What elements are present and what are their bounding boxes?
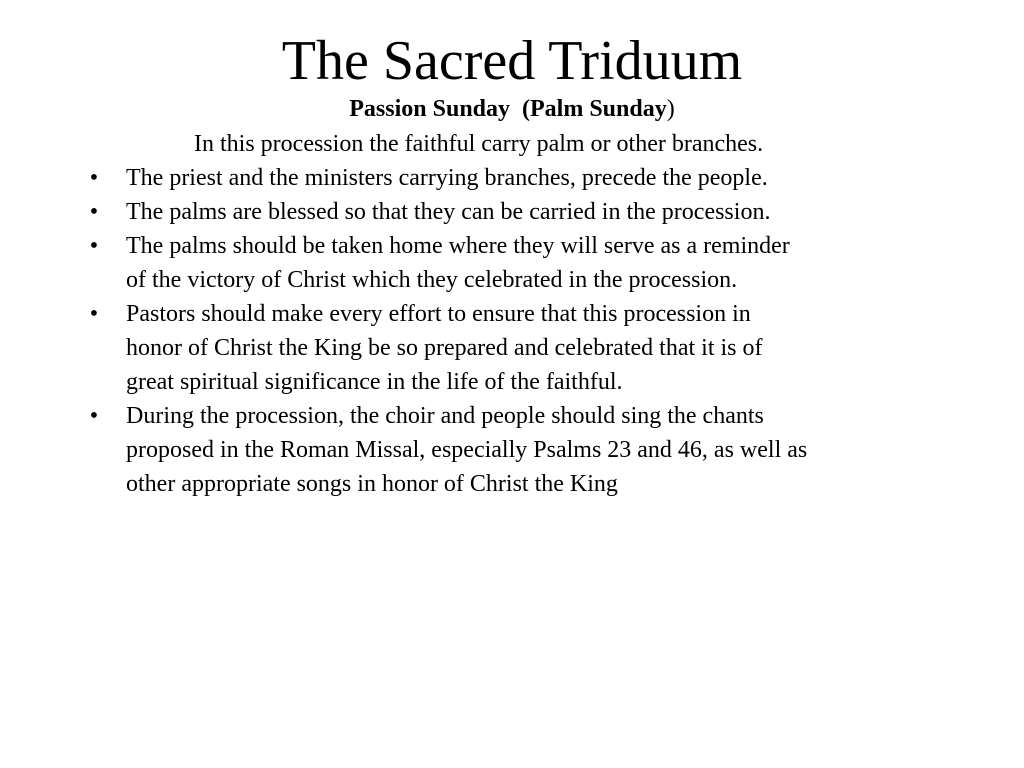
bullet-line: honor of Christ the King be so prepared and celebrated that it is of bbox=[126, 335, 763, 361]
bullet-icon: • bbox=[89, 301, 99, 327]
bullet-icon: • bbox=[89, 403, 99, 429]
bullet-line: of the victory of Christ which they celebrated in the procession. bbox=[126, 267, 738, 293]
bullet-line: Pastors should make every effort to ensure that this procession in bbox=[126, 301, 751, 327]
bullet-line: The priest and the ministers carrying branches, precede the people. bbox=[126, 165, 768, 191]
bullet-line: The palms are blessed so that they can be carried in the procession. bbox=[126, 199, 771, 225]
intro-text: In this procession the faithful carry palm or other branches. bbox=[194, 131, 764, 157]
subtitle-close-paren: ) bbox=[666, 96, 675, 122]
bullet-line: great spiritual significance in the life of the faithful. bbox=[126, 369, 623, 395]
bullet-line: During the procession, the choir and people should sing the chants bbox=[126, 403, 764, 429]
bullet-line: other appropriate songs in honor of Christ the King bbox=[126, 471, 618, 497]
bullet-item bbox=[84, 399, 944, 501]
bullet-line: The palms should be taken home where they will serve as a reminder bbox=[126, 233, 790, 259]
subtitle-passion-sunday: Passion Sunday bbox=[349, 96, 511, 122]
bullet-item bbox=[84, 161, 944, 195]
slide-title: The Sacred Triduum bbox=[281, 30, 743, 92]
bullet-icon: • bbox=[89, 199, 99, 225]
bullet-item bbox=[84, 195, 944, 229]
bullet-icon: • bbox=[89, 233, 99, 259]
slide-subtitle bbox=[0, 94, 1024, 124]
bullet-item bbox=[84, 229, 944, 297]
bullet-line: proposed in the Roman Missal, especially Psalms 23 and 46, as well as bbox=[126, 437, 808, 463]
bullet-icon: • bbox=[89, 165, 99, 191]
bullet-item bbox=[84, 297, 944, 399]
subtitle-palm-sunday: (Palm Sunday bbox=[522, 96, 667, 122]
bullet-list bbox=[84, 161, 944, 501]
